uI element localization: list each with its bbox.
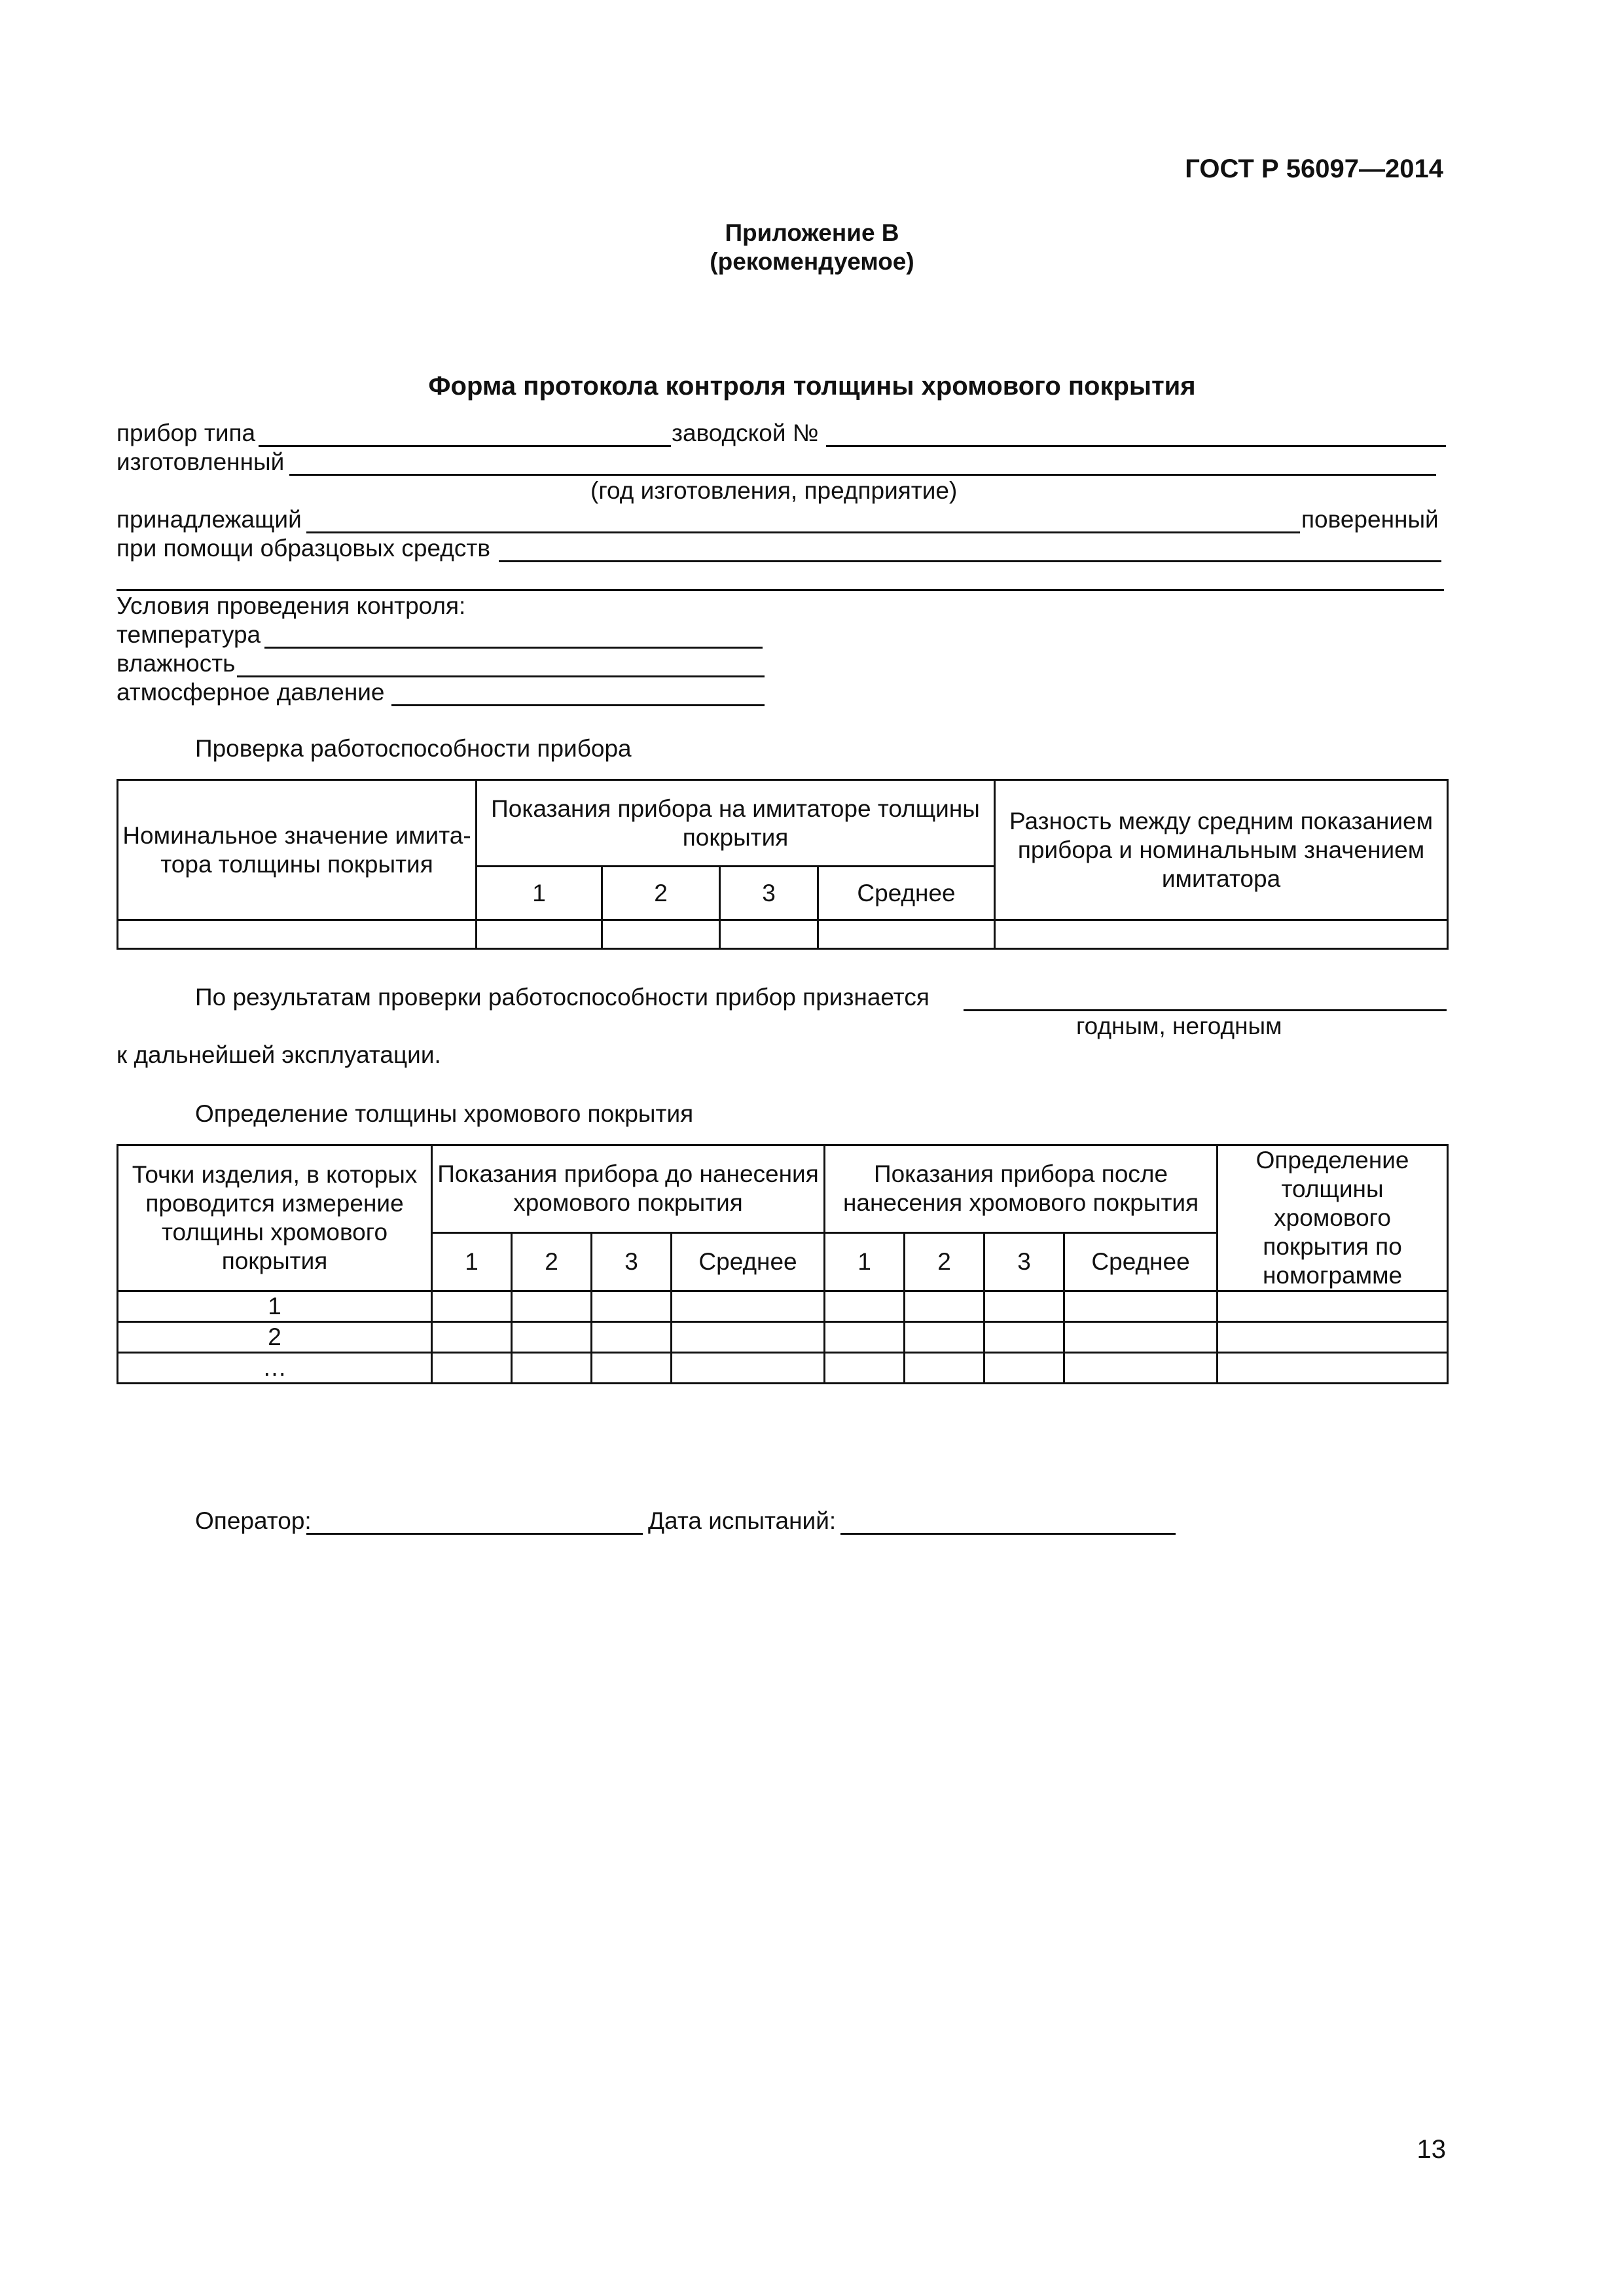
serial-line[interactable] [826,445,1446,447]
manufactured-hint: (год изготовления, предприятие) [590,477,958,504]
page-number: 13 [1416,2135,1446,2164]
sub-1: 1 [477,867,602,920]
table-cell[interactable] [512,1291,592,1322]
by-means-label: при помощи образцовых средств [117,535,490,562]
table-cell[interactable] [512,1353,592,1384]
pressure-label: атмосферное давление [117,679,385,706]
col-before: Показания прибора до нанесения хромового покрытия [432,1145,825,1233]
col-after: Показания прибора после нанесения хромового покрытия [825,1145,1218,1233]
col-points: Точки изделия, в которых проводится измерение толщины хромового покрытия [118,1145,432,1291]
result-line[interactable] [964,1009,1447,1011]
sub-average: Среднее [1064,1232,1218,1291]
table-cell[interactable] [984,1291,1064,1322]
thickness-title: Определение толщины хромового покрытия [195,1100,694,1127]
operator-line[interactable] [306,1533,643,1535]
table-cell[interactable] [825,1291,905,1322]
table-cell[interactable] [825,1353,905,1384]
operator-label: Оператор: [195,1507,312,1534]
device-type-label: прибор типа [117,420,256,446]
result-text: По результатам проверки работоспособности прибор признается [195,984,929,1011]
table-cell[interactable] [602,920,720,949]
result-continuation: к дальнейшей эксплуатации. [117,1041,441,1068]
table-cell[interactable] [672,1353,825,1384]
table-cell[interactable] [825,1322,905,1353]
row-label: 2 [118,1322,432,1353]
col-diff: Разность между средним показанием прибора и номинальным значением имитатора [995,780,1448,920]
sub-1: 1 [825,1232,905,1291]
humidity-line[interactable] [237,675,765,677]
sub-2: 2 [602,867,720,920]
table-cell[interactable] [984,1322,1064,1353]
test-date-label: Дата испытаний: [648,1507,837,1534]
table-cell[interactable] [432,1291,512,1322]
col-nomogram: Определение толщины хромового покрытия по номограмме [1218,1145,1448,1291]
table-cell[interactable] [432,1353,512,1384]
temperature-line[interactable] [264,647,763,649]
sub-average: Среднее [672,1232,825,1291]
test-date-line[interactable] [840,1533,1176,1535]
table-cell[interactable] [592,1322,672,1353]
standard-header: ГОСТ Р 56097—2014 [1185,154,1443,183]
table-cell[interactable] [905,1322,984,1353]
verified-label: поверенный [1301,506,1439,533]
sub-1: 1 [432,1232,512,1291]
table-cell[interactable] [592,1291,672,1322]
check-table [117,779,1449,950]
table-cell[interactable] [477,920,602,949]
check-title: Проверка работоспособности прибора [195,735,632,762]
serial-label: заводской № [672,420,819,446]
form-title: Форма протокола контроля толщины хромового покрытия [428,372,1196,401]
device-type-line[interactable] [259,445,671,447]
table-cell[interactable] [995,920,1448,949]
table-cell[interactable] [592,1353,672,1384]
sub-2: 2 [905,1232,984,1291]
pressure-line[interactable] [391,704,765,706]
table-cell[interactable] [512,1322,592,1353]
sub-3: 3 [592,1232,672,1291]
manufactured-label: изготовленный [117,448,285,475]
table-cell[interactable] [1064,1291,1218,1322]
table-cell[interactable] [672,1322,825,1353]
sub-2: 2 [512,1232,592,1291]
row-label: 1 [118,1291,432,1322]
conditions-title: Условия проведения контроля: [117,592,466,619]
table-cell[interactable] [905,1291,984,1322]
col-nominal: Номинальное значение имита-тора толщины покрытия [118,780,477,920]
table-cell[interactable] [1064,1322,1218,1353]
appendix-subtitle: (рекомендуемое) [710,248,914,275]
owner-line[interactable] [306,531,1300,533]
extra-line[interactable] [117,589,1444,591]
temperature-label: температура [117,621,261,648]
table-cell[interactable] [1218,1322,1448,1353]
appendix-title: Приложение В [725,219,899,246]
table-cell[interactable] [1064,1353,1218,1384]
table-cell[interactable] [984,1353,1064,1384]
table-cell[interactable] [720,920,818,949]
table-cell[interactable] [905,1353,984,1384]
table-cell[interactable] [118,920,477,949]
table-cell[interactable] [672,1291,825,1322]
row-label: … [118,1353,432,1384]
table-cell[interactable] [1218,1353,1448,1384]
by-means-line[interactable] [499,560,1441,562]
table-cell[interactable] [818,920,995,949]
manufactured-line[interactable] [289,474,1436,476]
sub-3: 3 [984,1232,1064,1291]
sub-3: 3 [720,867,818,920]
col-readings: Показания прибора на имитаторе толщины покрытия [477,780,995,867]
sub-average: Среднее [818,867,995,920]
table-cell[interactable] [432,1322,512,1353]
owner-label: принадлежащий [117,506,302,533]
result-options: годным, негодным [1076,1013,1282,1039]
thickness-table [117,1144,1449,1384]
humidity-label: влажность [117,650,236,677]
table-cell[interactable] [1218,1291,1448,1322]
